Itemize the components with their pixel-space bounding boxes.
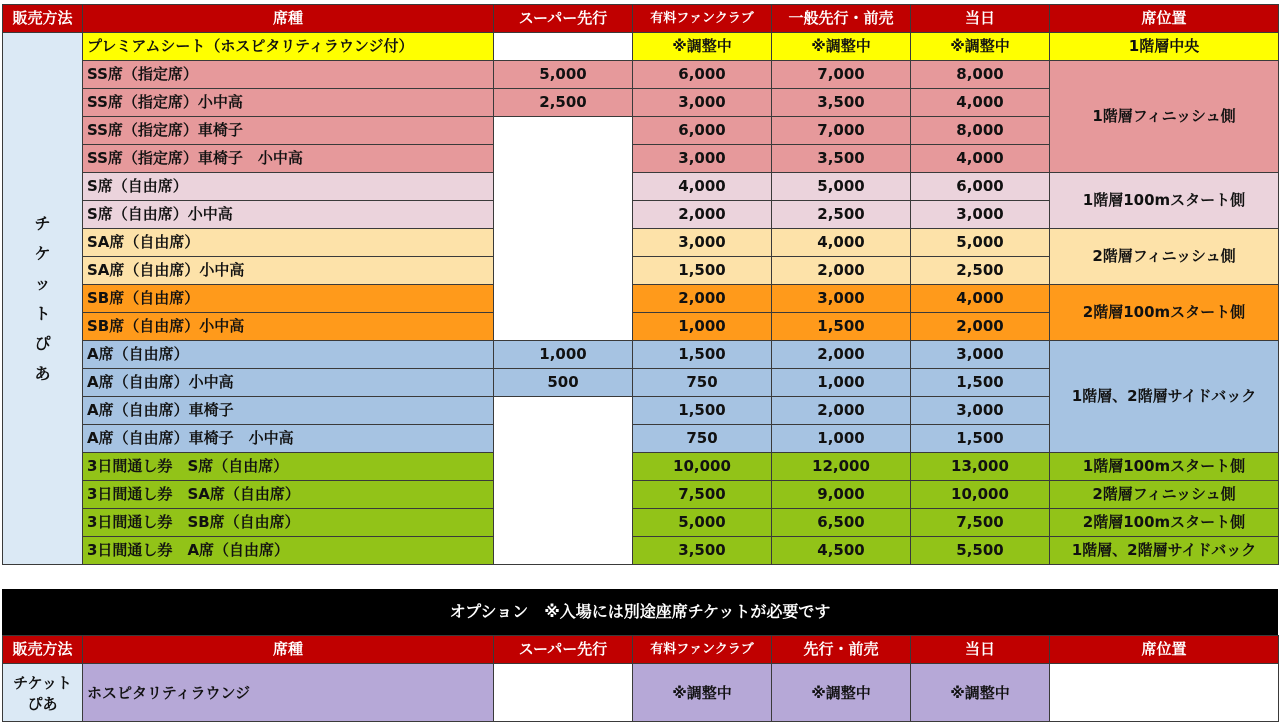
general-presale-price: 7,000 (772, 61, 911, 89)
same-day-price: 4,000 (911, 89, 1050, 117)
seat-position: 1階層100mスタート側 (1050, 173, 1279, 229)
option-same-day-price: ※調整中 (911, 664, 1050, 722)
seat-type-name: 3日間通し券 S席（自由席） (83, 453, 494, 481)
seat-position: 1階層フィニッシュ側 (1050, 61, 1279, 173)
general-presale-price: 1,500 (772, 313, 911, 341)
option-header-sales-method: 販売方法 (3, 636, 83, 664)
super-presale-price (494, 33, 633, 61)
fanclub-price: ※調整中 (633, 33, 772, 61)
table-row (3, 509, 1279, 537)
super-presale-price: 1,000 (494, 341, 633, 369)
fanclub-price: 3,000 (633, 229, 772, 257)
option-fanclub-price: ※調整中 (633, 664, 772, 722)
option-price-table (2, 635, 1279, 722)
sales-method-char: ッ (34, 273, 51, 293)
header-seat-position: 席位置 (1050, 5, 1279, 33)
seat-type-name: A席（自由席）車椅子 小中高 (83, 425, 494, 453)
seat-type-name: S席（自由席） (83, 173, 494, 201)
option-seat-name: ホスピタリティラウンジ (83, 664, 494, 722)
option-row (3, 664, 1279, 722)
super-presale-price: 2,500 (494, 89, 633, 117)
fanclub-price: 1,000 (633, 313, 772, 341)
seat-type-name: S席（自由席）小中高 (83, 201, 494, 229)
sales-method-char: あ (34, 363, 51, 383)
option-section-title: オプション ※入場には別途座席チケットが必要です (2, 589, 1278, 635)
seat-type-name: A席（自由席） (83, 341, 494, 369)
super-presale-price: 500 (494, 369, 633, 397)
general-presale-price: 5,000 (772, 173, 911, 201)
fanclub-price: 750 (633, 369, 772, 397)
super-presale-price: 5,000 (494, 61, 633, 89)
table-row (3, 173, 1279, 201)
same-day-price: 2,000 (911, 313, 1050, 341)
fanclub-price: 2,000 (633, 285, 772, 313)
general-presale-price: 3,000 (772, 285, 911, 313)
fanclub-price: 2,000 (633, 201, 772, 229)
seat-position: 2階層100mスタート側 (1050, 509, 1279, 537)
general-presale-price: 1,000 (772, 425, 911, 453)
table-header-row (3, 5, 1279, 33)
header-general-presale: 一般先行・前売 (772, 5, 911, 33)
super-presale-empty (494, 397, 633, 565)
same-day-price: 13,000 (911, 453, 1050, 481)
option-header-presale: 先行・前売 (772, 636, 911, 664)
general-presale-price: 9,000 (772, 481, 911, 509)
same-day-price: 3,000 (911, 341, 1050, 369)
seat-type-name: 3日間通し券 SA席（自由席） (83, 481, 494, 509)
same-day-price: 6,000 (911, 173, 1050, 201)
table-row (3, 537, 1279, 565)
same-day-price: 5,500 (911, 537, 1050, 565)
option-header-seat-type: 席種 (83, 636, 494, 664)
seat-type-name: SS席（指定席） (83, 61, 494, 89)
fanclub-price: 4,000 (633, 173, 772, 201)
option-seat-position (1050, 664, 1279, 722)
general-presale-price: 2,000 (772, 257, 911, 285)
general-presale-price: 2,000 (772, 341, 911, 369)
table-row (3, 341, 1279, 369)
general-presale-price: 7,000 (772, 117, 911, 145)
seat-position: 1階層、2階層サイドバック (1050, 537, 1279, 565)
ticket-price-table (2, 4, 1279, 565)
sales-method-char: ぴ (34, 333, 51, 353)
fanclub-price: 3,500 (633, 537, 772, 565)
option-presale-price: ※調整中 (772, 664, 911, 722)
option-header-seat-position: 席位置 (1050, 636, 1279, 664)
option-sales-method-line: ぴあ (27, 694, 58, 713)
option-header-fanclub: 有料ファンクラブ (633, 636, 772, 664)
same-day-price: 8,000 (911, 61, 1050, 89)
option-sales-method-line: チケット (13, 673, 72, 692)
seat-position: 1階層100mスタート側 (1050, 453, 1279, 481)
option-super-price (494, 664, 633, 722)
seat-position: 1階層中央 (1050, 33, 1279, 61)
fanclub-price: 5,000 (633, 509, 772, 537)
table-row (3, 481, 1279, 509)
same-day-price: 2,500 (911, 257, 1050, 285)
header-same-day: 当日 (911, 5, 1050, 33)
general-presale-price: 3,500 (772, 145, 911, 173)
fanclub-price: 7,500 (633, 481, 772, 509)
option-header-same-day: 当日 (911, 636, 1050, 664)
general-presale-price: 6,500 (772, 509, 911, 537)
seat-type-name: SS席（指定席）小中高 (83, 89, 494, 117)
sales-method-char: ト (34, 303, 51, 323)
sales-method-char: チ (34, 213, 51, 233)
fanclub-price: 1,500 (633, 397, 772, 425)
option-header-row (3, 636, 1279, 664)
same-day-price: ※調整中 (911, 33, 1050, 61)
same-day-price: 4,000 (911, 285, 1050, 313)
same-day-price: 3,000 (911, 397, 1050, 425)
seat-position: 2階層フィニッシュ側 (1050, 229, 1279, 285)
fanclub-price: 6,000 (633, 117, 772, 145)
super-presale-empty (494, 117, 633, 341)
fanclub-price: 750 (633, 425, 772, 453)
fanclub-price: 3,000 (633, 89, 772, 117)
table-row (3, 33, 1279, 61)
table-row (3, 285, 1279, 313)
same-day-price: 7,500 (911, 509, 1050, 537)
fanclub-price: 3,000 (633, 145, 772, 173)
table-row (3, 229, 1279, 257)
same-day-price: 4,000 (911, 145, 1050, 173)
seat-type-name: 3日間通し券 SB席（自由席） (83, 509, 494, 537)
header-seat-type: 席種 (83, 5, 494, 33)
option-header-super-presale: スーパー先行 (494, 636, 633, 664)
header-sales-method: 販売方法 (3, 5, 83, 33)
general-presale-price: 4,000 (772, 229, 911, 257)
general-presale-price: ※調整中 (772, 33, 911, 61)
seat-type-name: プレミアムシート（ホスピタリティラウンジ付） (83, 33, 494, 61)
general-presale-price: 4,500 (772, 537, 911, 565)
seat-type-name: SA席（自由席）小中高 (83, 257, 494, 285)
seat-type-name: SS席（指定席）車椅子 小中高 (83, 145, 494, 173)
seat-position: 2階層フィニッシュ側 (1050, 481, 1279, 509)
general-presale-price: 1,000 (772, 369, 911, 397)
seat-type-name: SB席（自由席）小中高 (83, 313, 494, 341)
same-day-price: 10,000 (911, 481, 1050, 509)
general-presale-price: 12,000 (772, 453, 911, 481)
seat-type-name: SS席（指定席）車椅子 (83, 117, 494, 145)
seat-type-name: 3日間通し券 A席（自由席） (83, 537, 494, 565)
same-day-price: 1,500 (911, 369, 1050, 397)
seat-type-name: SA席（自由席） (83, 229, 494, 257)
seat-type-name: A席（自由席）小中高 (83, 369, 494, 397)
seat-position: 2階層100mスタート側 (1050, 285, 1279, 341)
fanclub-price: 6,000 (633, 61, 772, 89)
fanclub-price: 1,500 (633, 341, 772, 369)
sales-method-vertical-text (34, 209, 50, 389)
general-presale-price: 2,000 (772, 397, 911, 425)
fanclub-price: 1,500 (633, 257, 772, 285)
same-day-price: 5,000 (911, 229, 1050, 257)
option-sales-method (3, 664, 83, 722)
same-day-price: 1,500 (911, 425, 1050, 453)
general-presale-price: 2,500 (772, 201, 911, 229)
header-super-presale: スーパー先行 (494, 5, 633, 33)
general-presale-price: 3,500 (772, 89, 911, 117)
same-day-price: 3,000 (911, 201, 1050, 229)
table-row (3, 453, 1279, 481)
seat-type-name: SB席（自由席） (83, 285, 494, 313)
table-row (3, 61, 1279, 89)
seat-position: 1階層、2階層サイドバック (1050, 341, 1279, 453)
sales-method-cell (3, 33, 83, 565)
seat-type-name: A席（自由席）車椅子 (83, 397, 494, 425)
same-day-price: 8,000 (911, 117, 1050, 145)
header-fanclub: 有料ファンクラブ (633, 5, 772, 33)
fanclub-price: 10,000 (633, 453, 772, 481)
sales-method-char: ケ (34, 243, 51, 263)
